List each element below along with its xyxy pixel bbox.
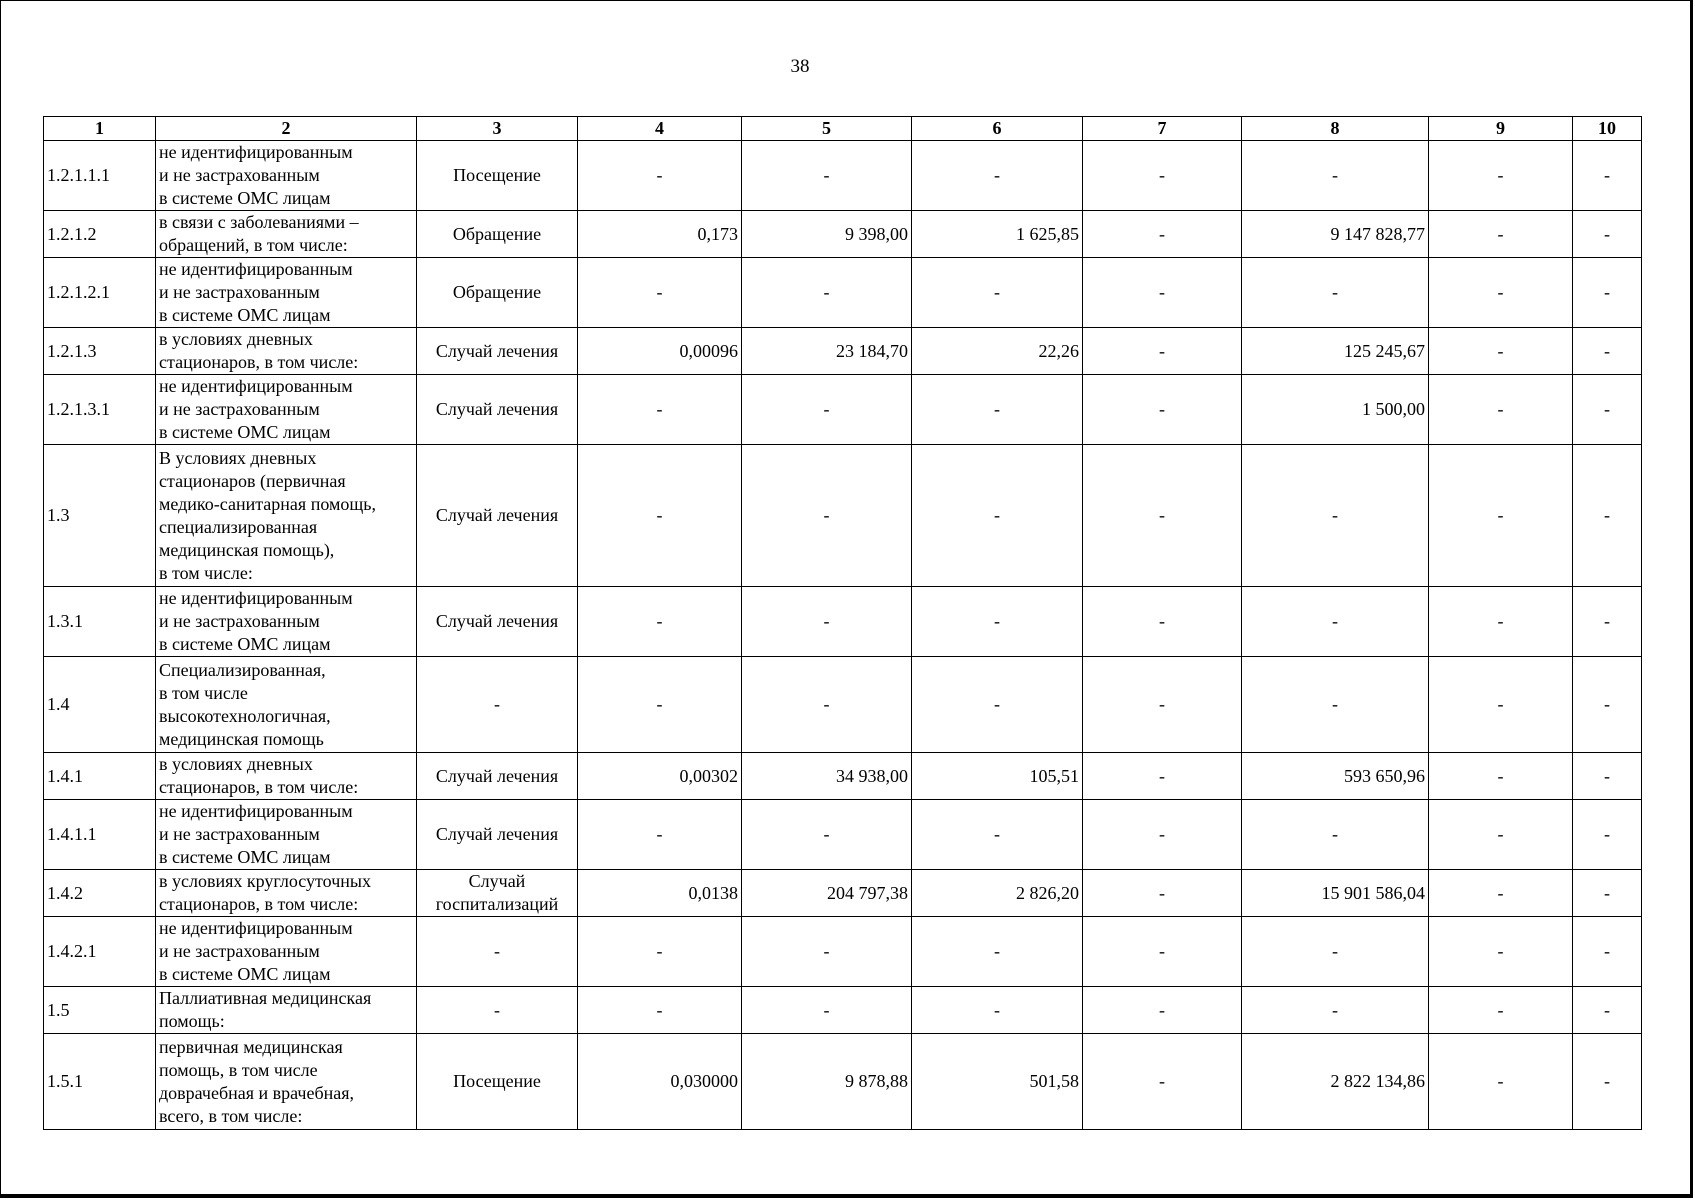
- cell-c5: 204 797,38: [742, 870, 912, 917]
- cell-c6: -: [912, 587, 1083, 657]
- cell-num: 1.4: [44, 657, 156, 753]
- cell-num: 1.2.1.3: [44, 328, 156, 375]
- cell-c7: -: [1083, 328, 1242, 375]
- cell-c4: 0,0138: [578, 870, 742, 917]
- cell-c4: 0,173: [578, 211, 742, 258]
- table-row: [44, 211, 1642, 258]
- cell-c5: -: [742, 987, 912, 1034]
- cell-name: первичная медицинская помощь, в том числе доврачебная и врачебная, всего, в том числе:: [156, 1034, 417, 1130]
- cell-unit: Случай госпитализаций: [417, 870, 578, 917]
- cell-c6: 2 826,20: [912, 870, 1083, 917]
- cell-num: 1.5: [44, 987, 156, 1034]
- cell-num: 1.4.2.1: [44, 917, 156, 987]
- cell-c7: -: [1083, 445, 1242, 587]
- cell-unit: Обращение: [417, 211, 578, 258]
- cell-c8: -: [1242, 987, 1429, 1034]
- cell-num: 1.5.1: [44, 1034, 156, 1130]
- cell-c8: -: [1242, 917, 1429, 987]
- column-header: 2: [156, 117, 417, 141]
- table-row: [44, 141, 1642, 211]
- cell-c4: 0,030000: [578, 1034, 742, 1130]
- cell-c4: -: [578, 445, 742, 587]
- cell-unit: Случай лечения: [417, 587, 578, 657]
- cell-c9: -: [1429, 1034, 1573, 1130]
- cell-c8: -: [1242, 445, 1429, 587]
- cell-c9: -: [1429, 870, 1573, 917]
- cell-c6: -: [912, 657, 1083, 753]
- cell-c5: -: [742, 445, 912, 587]
- column-header: 8: [1242, 117, 1429, 141]
- cell-c7: -: [1083, 870, 1242, 917]
- cell-c10: -: [1573, 375, 1642, 445]
- cell-c7: -: [1083, 657, 1242, 753]
- cell-name: в связи с заболеваниями – обращений, в том числе:: [156, 211, 417, 258]
- cell-c4: -: [578, 917, 742, 987]
- cell-c8: 125 245,67: [1242, 328, 1429, 375]
- cell-c10: -: [1573, 141, 1642, 211]
- cell-c4: -: [578, 657, 742, 753]
- cell-c10: -: [1573, 987, 1642, 1034]
- cell-c7: -: [1083, 211, 1242, 258]
- cell-c4: -: [578, 587, 742, 657]
- cell-c9: -: [1429, 258, 1573, 328]
- page-number: 38: [790, 56, 810, 77]
- cell-c5: -: [742, 141, 912, 211]
- cell-name: не идентифицированным и не застрахованным в системе ОМС лицам: [156, 258, 417, 328]
- cell-c9: -: [1429, 753, 1573, 800]
- cell-c9: -: [1429, 328, 1573, 375]
- cell-c7: -: [1083, 753, 1242, 800]
- cell-c8: -: [1242, 800, 1429, 870]
- header-row: [44, 117, 1642, 141]
- cell-c4: -: [578, 800, 742, 870]
- cell-name: не идентифицированным и не застрахованным в системе ОМС лицам: [156, 917, 417, 987]
- cell-c9: -: [1429, 375, 1573, 445]
- cell-name: в условиях дневных стационаров, в том числе:: [156, 753, 417, 800]
- cell-unit: -: [417, 657, 578, 753]
- cell-c8: 9 147 828,77: [1242, 211, 1429, 258]
- cell-c9: -: [1429, 800, 1573, 870]
- cell-c5: -: [742, 657, 912, 753]
- cell-c9: -: [1429, 917, 1573, 987]
- cell-unit: Посещение: [417, 1034, 578, 1130]
- column-header: 5: [742, 117, 912, 141]
- cell-c5: -: [742, 258, 912, 328]
- cell-num: 1.3.1: [44, 587, 156, 657]
- cell-c6: -: [912, 141, 1083, 211]
- cell-c10: -: [1573, 1034, 1642, 1130]
- cell-c10: -: [1573, 211, 1642, 258]
- table-row: [44, 328, 1642, 375]
- table-row: [44, 375, 1642, 445]
- cell-num: 1.4.1.1: [44, 800, 156, 870]
- cell-num: 1.2.1.2.1: [44, 258, 156, 328]
- cell-c8: 593 650,96: [1242, 753, 1429, 800]
- cell-c8: -: [1242, 587, 1429, 657]
- column-header: 4: [578, 117, 742, 141]
- cell-name: в условиях круглосуточных стационаров, в том числе:: [156, 870, 417, 917]
- cell-c6: 105,51: [912, 753, 1083, 800]
- cell-c6: -: [912, 375, 1083, 445]
- cell-c4: -: [578, 375, 742, 445]
- cell-c10: -: [1573, 870, 1642, 917]
- column-header: 6: [912, 117, 1083, 141]
- cell-c7: -: [1083, 587, 1242, 657]
- cell-unit: -: [417, 917, 578, 987]
- cell-c9: -: [1429, 211, 1573, 258]
- cell-c7: -: [1083, 987, 1242, 1034]
- cell-c7: -: [1083, 258, 1242, 328]
- cell-unit: Обращение: [417, 258, 578, 328]
- column-header: 1: [44, 117, 156, 141]
- cell-c10: -: [1573, 800, 1642, 870]
- cell-c7: -: [1083, 375, 1242, 445]
- cell-num: 1.4.2: [44, 870, 156, 917]
- cell-c8: -: [1242, 657, 1429, 753]
- cell-c4: -: [578, 987, 742, 1034]
- table-row: [44, 1034, 1642, 1130]
- cell-unit: Случай лечения: [417, 753, 578, 800]
- cell-c5: -: [742, 800, 912, 870]
- cell-c10: -: [1573, 917, 1642, 987]
- column-header: 10: [1573, 117, 1642, 141]
- cell-c7: -: [1083, 917, 1242, 987]
- table-row: [44, 657, 1642, 753]
- cell-num: 1.3: [44, 445, 156, 587]
- cell-unit: Случай лечения: [417, 328, 578, 375]
- cell-name: Специализированная, в том числе высокотехнологичная, медицинская помощь: [156, 657, 417, 753]
- cell-c10: -: [1573, 445, 1642, 587]
- cell-unit: -: [417, 987, 578, 1034]
- table-row: [44, 987, 1642, 1034]
- cell-c6: -: [912, 987, 1083, 1034]
- data-table: [43, 116, 1642, 1130]
- cell-name: Паллиативная медицинская помощь:: [156, 987, 417, 1034]
- table-row: [44, 917, 1642, 987]
- cell-c10: -: [1573, 328, 1642, 375]
- cell-c10: -: [1573, 753, 1642, 800]
- cell-c10: -: [1573, 657, 1642, 753]
- column-header: 3: [417, 117, 578, 141]
- cell-c6: -: [912, 800, 1083, 870]
- cell-c10: -: [1573, 258, 1642, 328]
- cell-c5: 9 398,00: [742, 211, 912, 258]
- cell-c9: -: [1429, 987, 1573, 1034]
- table-row: [44, 753, 1642, 800]
- cell-unit: Случай лечения: [417, 445, 578, 587]
- cell-c8: -: [1242, 258, 1429, 328]
- cell-c9: -: [1429, 141, 1573, 211]
- cell-num: 1.4.1: [44, 753, 156, 800]
- cell-unit: Случай лечения: [417, 800, 578, 870]
- cell-c5: -: [742, 587, 912, 657]
- cell-c9: -: [1429, 587, 1573, 657]
- column-header: 9: [1429, 117, 1573, 141]
- cell-c9: -: [1429, 445, 1573, 587]
- cell-c6: 1 625,85: [912, 211, 1083, 258]
- table-row: [44, 587, 1642, 657]
- cell-c6: -: [912, 258, 1083, 328]
- cell-c7: -: [1083, 1034, 1242, 1130]
- cell-c8: 15 901 586,04: [1242, 870, 1429, 917]
- cell-name: не идентифицированным и не застрахованным в системе ОМС лицам: [156, 141, 417, 211]
- cell-c6: 22,26: [912, 328, 1083, 375]
- table-row: [44, 870, 1642, 917]
- cell-num: 1.2.1.2: [44, 211, 156, 258]
- cell-c5: 34 938,00: [742, 753, 912, 800]
- cell-c5: -: [742, 917, 912, 987]
- cell-c6: -: [912, 917, 1083, 987]
- cell-num: 1.2.1.3.1: [44, 375, 156, 445]
- cell-name: в условиях дневных стационаров, в том числе:: [156, 328, 417, 375]
- column-header: 7: [1083, 117, 1242, 141]
- cell-c8: -: [1242, 141, 1429, 211]
- cell-c4: 0,00096: [578, 328, 742, 375]
- cell-c5: 23 184,70: [742, 328, 912, 375]
- cell-c4: -: [578, 141, 742, 211]
- cell-c7: -: [1083, 800, 1242, 870]
- cell-num: 1.2.1.1.1: [44, 141, 156, 211]
- cell-c10: -: [1573, 587, 1642, 657]
- cell-unit: Посещение: [417, 141, 578, 211]
- table-row: [44, 445, 1642, 587]
- cell-c4: 0,00302: [578, 753, 742, 800]
- cell-name: не идентифицированным и не застрахованным в системе ОМС лицам: [156, 375, 417, 445]
- table-row: [44, 800, 1642, 870]
- cell-name: не идентифицированным и не застрахованным в системе ОМС лицам: [156, 587, 417, 657]
- cell-name: не идентифицированным и не застрахованным в системе ОМС лицам: [156, 800, 417, 870]
- cell-c6: 501,58: [912, 1034, 1083, 1130]
- table-row: [44, 258, 1642, 328]
- cell-c5: -: [742, 375, 912, 445]
- cell-c9: -: [1429, 657, 1573, 753]
- cell-unit: Случай лечения: [417, 375, 578, 445]
- cell-c7: -: [1083, 141, 1242, 211]
- cell-c5: 9 878,88: [742, 1034, 912, 1130]
- cell-c6: -: [912, 445, 1083, 587]
- cell-c8: 1 500,00: [1242, 375, 1429, 445]
- cell-c4: -: [578, 258, 742, 328]
- cell-c8: 2 822 134,86: [1242, 1034, 1429, 1130]
- cell-name: В условиях дневных стационаров (первичная медико-санитарная помощь, специализированная медицинская помощь), в том числе:: [156, 445, 417, 587]
